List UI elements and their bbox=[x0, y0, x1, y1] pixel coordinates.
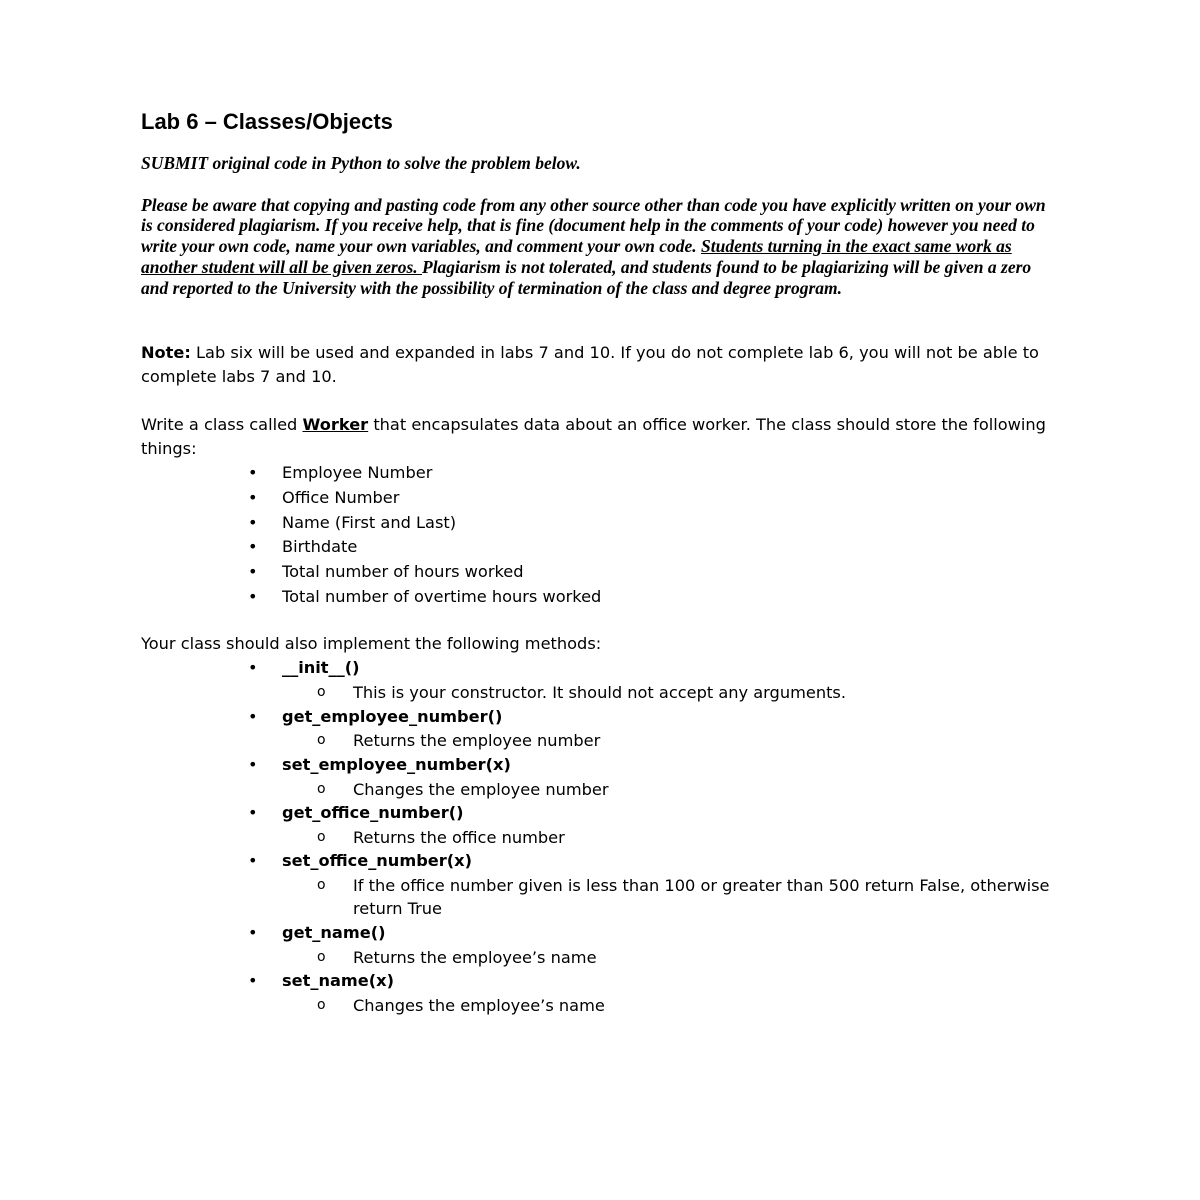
method-desc-list bbox=[282, 994, 1061, 1018]
method-desc-list bbox=[282, 826, 1061, 850]
sub-bullet-icon: o bbox=[317, 684, 326, 701]
method-description: Returns the office number bbox=[353, 827, 565, 847]
field-item bbox=[141, 585, 1061, 610]
fields-list bbox=[141, 461, 1061, 609]
note-paragraph bbox=[141, 341, 1061, 389]
bullet-icon: • bbox=[248, 487, 258, 507]
sub-bullet-icon: o bbox=[317, 948, 326, 965]
method-item bbox=[141, 921, 1061, 969]
methods-list bbox=[141, 656, 1061, 1017]
method-desc-list bbox=[282, 778, 1061, 802]
field-item bbox=[141, 560, 1061, 585]
field-label: Total number of hours worked bbox=[282, 562, 524, 582]
bullet-icon: • bbox=[248, 803, 258, 823]
method-description: If the office number given is less than 100 or greater than 500 return False, otherwise return True bbox=[353, 875, 1050, 919]
field-item bbox=[141, 461, 1061, 486]
field-item bbox=[141, 486, 1061, 511]
bullet-icon: • bbox=[248, 658, 258, 678]
plagiarism-warning bbox=[141, 195, 1061, 299]
method-desc-list bbox=[282, 874, 1061, 921]
field-item bbox=[141, 535, 1061, 560]
field-label: Total number of overtime hours worked bbox=[282, 586, 602, 606]
field-label: Office Number bbox=[282, 487, 400, 507]
sub-bullet-icon: o bbox=[317, 732, 326, 749]
method-desc-item bbox=[141, 826, 1061, 850]
field-label: Birthdate bbox=[282, 537, 358, 557]
methods-intro: Your class should also implement the following methods: bbox=[141, 634, 602, 654]
bullet-icon: • bbox=[248, 754, 258, 774]
method-description: Returns the employee’s name bbox=[353, 947, 597, 967]
method-description: Returns the employee number bbox=[353, 731, 601, 751]
document-page bbox=[141, 108, 1061, 1017]
method-name: get_office_number() bbox=[282, 803, 464, 823]
method-desc-list bbox=[282, 681, 1061, 705]
method-desc-item bbox=[141, 778, 1061, 802]
field-label: Name (First and Last) bbox=[282, 512, 457, 532]
bullet-icon: • bbox=[248, 851, 258, 871]
method-desc-item bbox=[141, 946, 1061, 970]
method-name: get_employee_number() bbox=[282, 706, 503, 726]
note-label: Note: bbox=[141, 343, 191, 363]
bullet-icon: • bbox=[248, 463, 258, 483]
warning-text-2: Plagiarism is not tolerated, and students found to be plagiarizing will be given a zero and reported to the University with the possibility of termination of the class and degree program. bbox=[141, 256, 1032, 298]
bullet-icon: • bbox=[248, 971, 258, 991]
sub-bullet-icon: o bbox=[317, 876, 326, 893]
method-name: __init__() bbox=[282, 658, 360, 678]
bullet-icon: • bbox=[248, 512, 258, 532]
method-item bbox=[141, 849, 1061, 921]
bullet-icon: • bbox=[248, 562, 258, 582]
method-name: set_name(x) bbox=[282, 971, 394, 991]
method-desc-list bbox=[282, 946, 1061, 970]
method-name: set_employee_number(x) bbox=[282, 754, 511, 774]
method-desc-item bbox=[141, 729, 1061, 753]
note-text: Lab six will be used and expanded in labs 7 and 10. If you do not complete lab 6, you will not be able to complete labs 7 and 10. bbox=[141, 343, 1039, 387]
intro-before: Write a class called bbox=[141, 415, 303, 435]
method-item bbox=[141, 969, 1061, 1017]
sub-bullet-icon: o bbox=[317, 828, 326, 845]
method-item bbox=[141, 705, 1061, 753]
class-name: Worker bbox=[302, 415, 369, 435]
bullet-icon: • bbox=[248, 537, 258, 557]
warning-text-1: Please be aware that copying and pasting code from any other source other than code you have explicitly written on your own is considered plagiarism. If you receive help, that is fine (document help in the comments of your code) however you need to write your own code, name your own variables, and comment your own code. bbox=[141, 194, 1046, 257]
class-intro bbox=[141, 413, 1061, 461]
method-desc-item bbox=[141, 874, 1061, 921]
bullet-icon: • bbox=[248, 586, 258, 606]
method-item bbox=[141, 753, 1061, 801]
bullet-icon: • bbox=[248, 706, 258, 726]
bullet-icon: • bbox=[248, 922, 258, 942]
sub-bullet-icon: o bbox=[317, 996, 326, 1013]
method-desc-item bbox=[141, 681, 1061, 705]
lab-title: Lab 6 – Classes/Objects bbox=[141, 109, 393, 134]
method-desc-list bbox=[282, 729, 1061, 753]
method-item bbox=[141, 656, 1061, 704]
method-desc-item bbox=[141, 994, 1061, 1018]
method-name: set_office_number(x) bbox=[282, 851, 472, 871]
method-description: Changes the employee’s name bbox=[353, 995, 605, 1015]
method-description: This is your constructor. It should not accept any arguments. bbox=[353, 683, 846, 703]
warning-underlined-text: Students turning in the exact same work as another student will all be given zeros. bbox=[141, 236, 1012, 277]
intro-after: that encapsulates data about an office worker. The class should store the following things: bbox=[141, 415, 1046, 459]
method-name: get_name() bbox=[282, 922, 386, 942]
field-label: Employee Number bbox=[282, 463, 433, 483]
submit-instruction: SUBMIT original code in Python to solve the problem below. bbox=[141, 153, 581, 173]
method-description: Changes the employee number bbox=[353, 779, 609, 799]
method-item bbox=[141, 801, 1061, 849]
sub-bullet-icon: o bbox=[317, 780, 326, 797]
field-item bbox=[141, 511, 1061, 536]
